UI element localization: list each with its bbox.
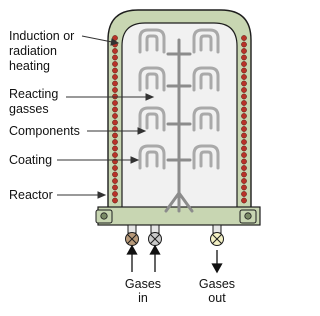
coil-turn [112,191,117,196]
coil-turn [112,172,117,177]
label-coating: Coating [9,153,53,167]
bolt-right [245,213,251,219]
inlet-valve-1-icon [126,233,139,246]
coil-turn [241,55,246,60]
coil-turn [241,146,246,151]
bolt-left [101,213,107,219]
gas-flow-arrows [128,246,222,272]
coil-turn [241,172,246,177]
coil-turn [241,165,246,170]
inlet-valve-2-icon [149,233,162,246]
coil-turn [112,61,117,66]
coil-turn [112,133,117,138]
coil-turn [112,165,117,170]
coil-turn [241,152,246,157]
coil-turn [241,81,246,86]
coil-turn [241,100,246,105]
label-gases-in: Gases in [124,277,162,305]
coil-turn [241,87,246,92]
coil-turn [112,68,117,73]
coil-turn [241,61,246,66]
coil-turn [112,198,117,203]
coil-turn [241,120,246,125]
coil-turn [241,48,246,53]
coil-turn [112,146,117,151]
coil-turn [112,87,117,92]
coil-turn [241,185,246,190]
coil-turn [112,113,117,118]
coil-turn [112,81,117,86]
coil-turn [112,74,117,79]
coil-turn [241,107,246,112]
coil-turn [112,152,117,157]
label-gases-out: Gases out [198,277,236,305]
coil-turn [112,120,117,125]
coil-turn [241,74,246,79]
coil-turn [241,113,246,118]
coil-turn [241,133,246,138]
coil-turn [241,178,246,183]
coil-turn [112,100,117,105]
label-components: Components [9,124,80,138]
coil-turn [241,198,246,203]
label-reactor: Reactor [9,188,53,202]
coil-turn [112,55,117,60]
label-reacting-gasses: Reacting gasses [9,87,59,116]
coil-turn [112,107,117,112]
coil-turn [241,35,246,40]
outlet-valve-icon [211,233,224,246]
coil-turn [241,159,246,164]
coil-turn [241,42,246,47]
coil-turn [112,48,117,53]
coil-turn [112,139,117,144]
coil-turn [241,94,246,99]
coil-turn [241,191,246,196]
gas-pipes [128,225,221,233]
coil-turn [241,68,246,73]
label-heating: Induction or radiation heating [9,29,75,73]
coil-turn [241,126,246,131]
coil-turn [112,185,117,190]
coil-turn [241,139,246,144]
coil-turn [112,178,117,183]
